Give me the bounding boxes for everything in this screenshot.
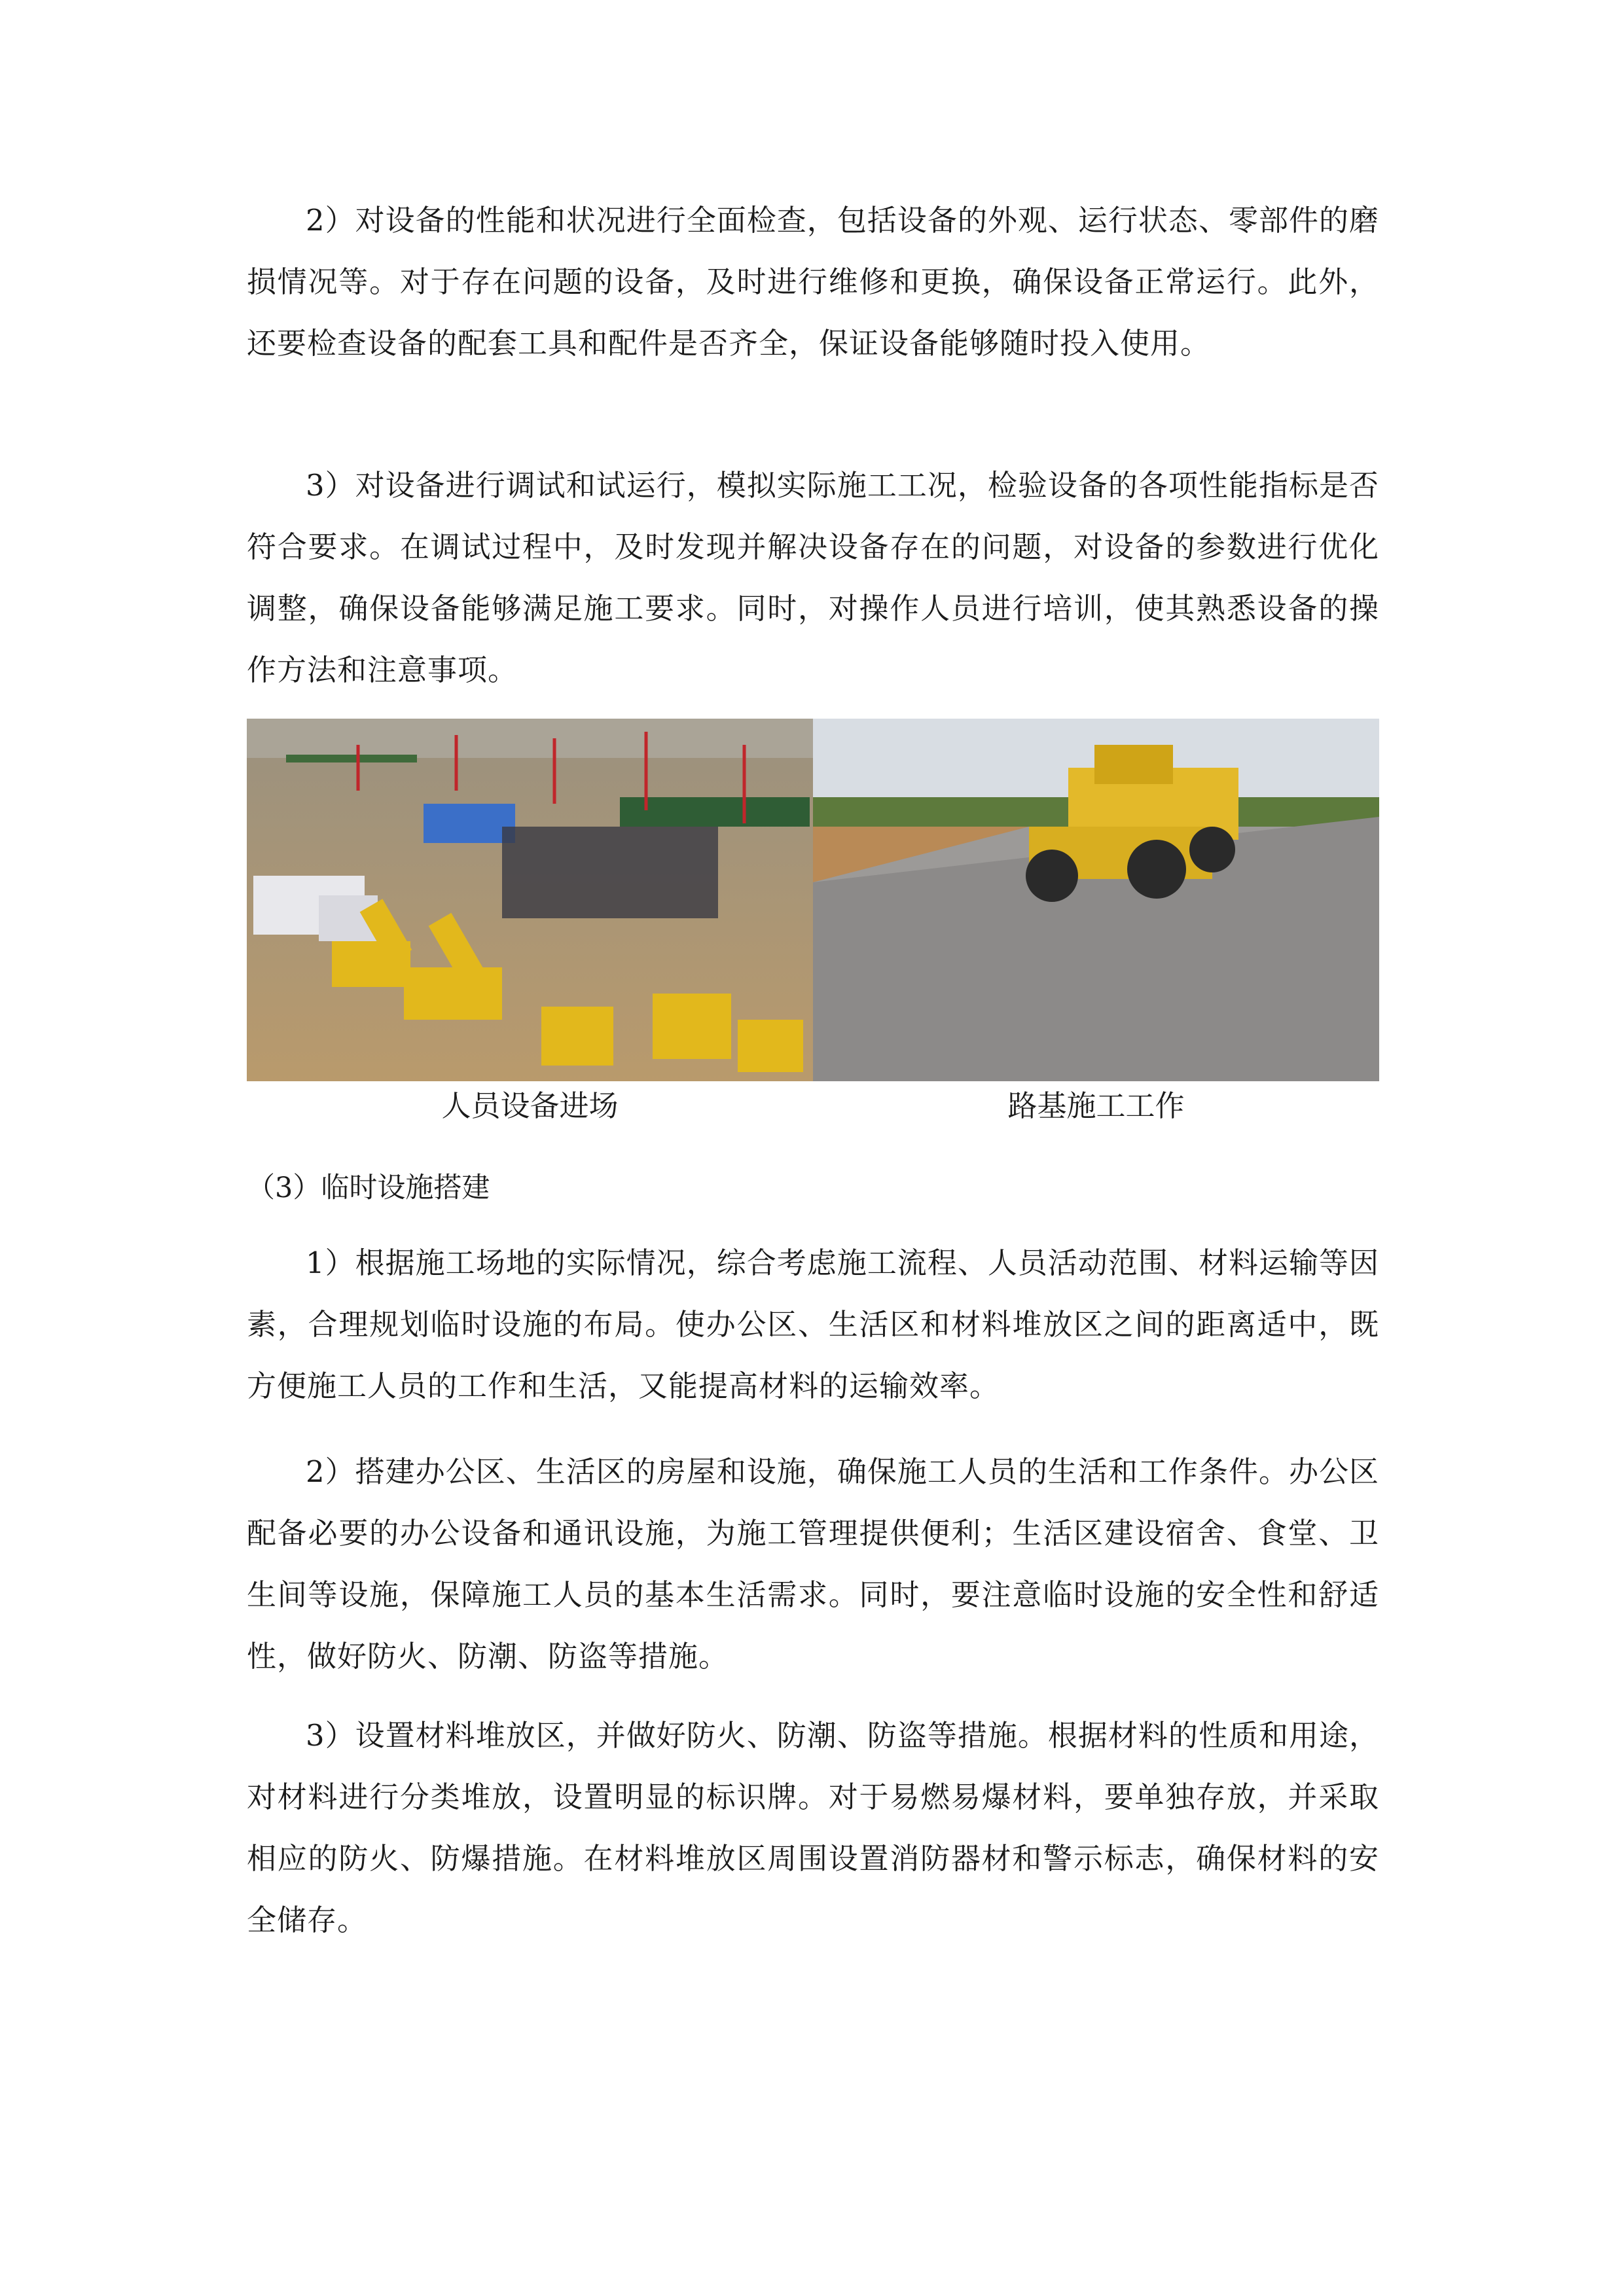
photo-personnel-equipment-entry	[247, 719, 813, 1081]
paragraph-material-storage: 3）设置材料堆放区，并做好防火、防潮、防盗等措施。根据材料的性质和用途，对材料进行分类堆放，设置明显的标识牌。对于易燃易爆材料，要单独存放，并采取相应的防火、防爆措施。在材料堆放区周围设置消防器材和警示标志，确保材料的安全储存。	[247, 1718, 1379, 1937]
paragraph-equipment-inspection: 2）对设备的性能和状况进行全面检查，包括设备的外观、运行状态、零部件的磨损情况等。对于存在问题的设备，及时进行维修和更换，确保设备正常运行。此外，还要检查设备的配套工具和配件是否齐全，保证设备能够随时投入使用。	[247, 203, 1379, 361]
paragraph-office-living-facilities: 2）搭建办公区、生活区的房屋和设施，确保施工人员的生活和工作条件。办公区配备必要的办公设备和通讯设施，为施工管理提供便利；生活区建设宿舍、食堂、卫生间等设施，保障施工人员的基本生活需求。同时，要注意临时设施的安全性和舒适性，做好防火、防潮、防盗等措施。	[247, 1454, 1379, 1674]
photo-row	[247, 719, 1379, 1081]
section-heading: （3）临时设施搭建	[247, 1172, 490, 1204]
paragraph-equipment-commissioning: 3）对设备进行调试和试运行，模拟实际施工工况，检验设备的各项性能指标是否符合要求。在调试过程中，及时发现并解决设备存在的问题，对设备的参数进行优化调整，确保设备能够满足施工要求。同时，对操作人员进行培训，使其熟悉设备的操作方法和注意事项。	[247, 468, 1379, 687]
paragraph-layout-planning: 1）根据施工场地的实际情况，综合考虑施工流程、人员活动范围、材料运输等因素，合理规划临时设施的布局。使办公区、生活区和材料堆放区之间的距离适中，既方便施工人员的工作和生活，又能提高材料的运输效率。	[247, 1246, 1379, 1403]
photo-subgrade-construction	[813, 719, 1379, 1081]
caption-personnel-equipment-entry: 人员设备进场	[441, 1088, 619, 1123]
caption-subgrade-construction: 路基施工工作	[1007, 1088, 1185, 1123]
